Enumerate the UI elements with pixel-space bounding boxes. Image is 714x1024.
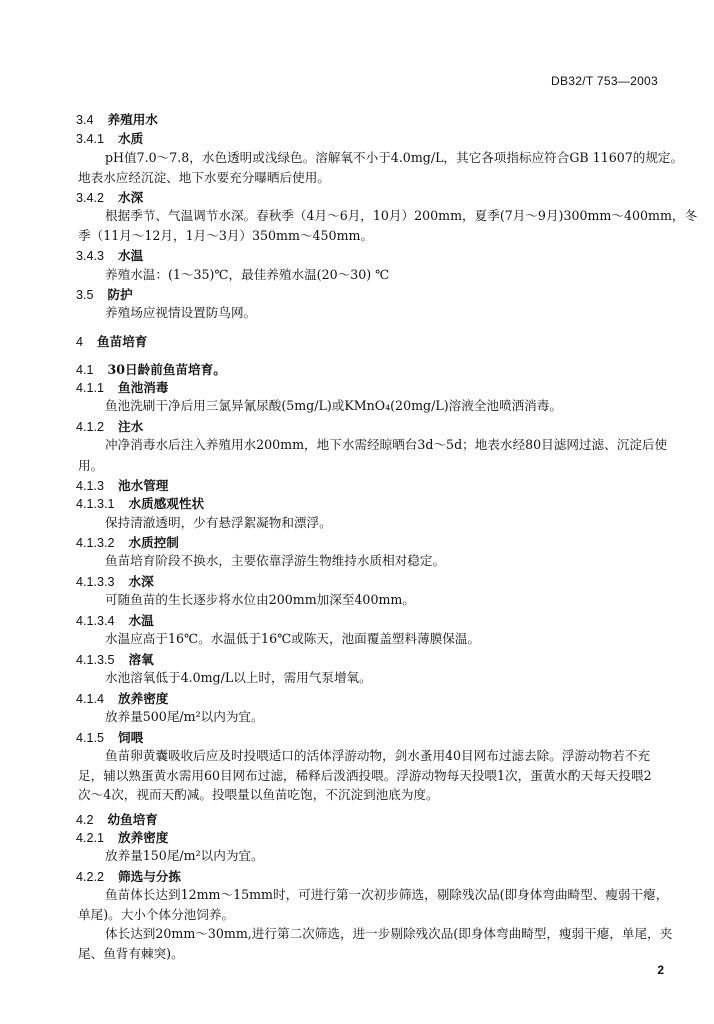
section-heading-h-4-2-1: [76, 830, 168, 846]
section-title: 防护: [107, 287, 133, 302]
section-title: 水温: [118, 248, 144, 263]
section-title: 注水: [118, 419, 144, 434]
paragraph-line: 用。: [78, 458, 104, 473]
section-number: 4.2.1: [76, 831, 105, 845]
section-number: 4.1.2: [76, 420, 105, 434]
paragraph-line: 养殖场应视情设置防鸟网。: [105, 305, 257, 320]
paragraph-line: 根据季节、气温调节水深。春秋季（4月～6月，10月）200mm，夏季(7月～9月)300mm～400mm，冬: [105, 208, 698, 223]
paragraph-line: 季（11月～12月，1月～3月）350mm～450mm。: [78, 228, 374, 243]
section-heading-h-4-1-3: [76, 478, 168, 494]
section-number: 4.1.1: [76, 381, 105, 395]
paragraph-line: 尾、鱼背有棘突)。: [78, 946, 184, 961]
section-title: 放养密度: [118, 691, 169, 706]
section-heading-h-4-1-2: [76, 419, 143, 435]
section-number: 3.4.3: [76, 249, 105, 263]
section-heading-h-4-2: [76, 812, 158, 828]
section-title: 幼鱼培育: [107, 812, 158, 827]
section-number: 4.1.3.2: [76, 536, 115, 550]
section-title: 饲喂: [118, 730, 144, 745]
paragraph-line: 鱼苗卵黄囊吸收后应及时投喂适口的活体浮游动物，剑水蚤用40目网布过滤去除。浮游动物若不充: [105, 748, 650, 763]
section-number: 4.1.3.4: [76, 614, 115, 628]
section-heading-h-4-1-3-4: [76, 613, 154, 629]
section-title: 水质: [118, 131, 144, 146]
section-number: 4.1.4: [76, 692, 105, 706]
section-number: 4.2.2: [76, 870, 105, 884]
section-heading-h-4-1-4: [76, 691, 168, 707]
section-heading-h-3-4-3: [76, 248, 143, 264]
section-heading-h-4-1-3-5: [76, 652, 154, 668]
section-title: 鱼池消毒: [118, 380, 169, 395]
section-number: 4.1.3.1: [76, 497, 115, 511]
section-title: 水质感观性状: [128, 496, 205, 511]
section-title: 筛选与分拣: [118, 869, 181, 884]
paragraph-line: 养殖水温：(1～35)℃，最佳养殖水温(20～30) ℃: [105, 267, 390, 282]
section-number: 4.1.3: [76, 479, 105, 493]
section-title: 水深: [118, 190, 144, 205]
paragraph-line: 地表水应经沉淀、地下水要充分曝晒后使用。: [78, 170, 330, 185]
section-title: 水温: [128, 613, 154, 628]
paragraph-line: 鱼池洗刷干净后用三氯异氰尿酸(5mg/L)或KMnO₄(20mg/L)溶液全池喷洒消毒。: [105, 398, 562, 413]
section-title: 溶氧: [128, 652, 154, 667]
paragraph-line: 鱼苗体长达到12mm～15mm时，可进行第一次初步筛选，剔除残次品(即身体弯曲畸型、瘦弱干瘪，: [105, 887, 669, 902]
paragraph-line: 次～4次，视而天酌减。投喂量以鱼苗吃饱，不沉淀到池底为度。: [78, 787, 439, 802]
section-number: 4.1.3.5: [76, 653, 115, 667]
section-title: 水深: [128, 574, 154, 589]
section-number: 3.4.2: [76, 191, 105, 205]
paragraph-line: 水池溶氧低于4.0mg/L以上时，需用气泵增氧。: [105, 670, 372, 685]
section-title: 鱼苗培育: [97, 334, 148, 349]
section-heading-h-4: [76, 334, 147, 350]
page-number: 2: [657, 963, 664, 977]
section-title: 池水管理: [118, 478, 169, 493]
paragraph-line: 保持清澈透明，少有悬浮絮凝物和漂浮。: [105, 515, 332, 530]
document-code: DB32/T 753—2003: [550, 74, 658, 88]
section-number: 4: [76, 335, 84, 349]
paragraph-line: 体长达到20mm～30mm,进行第二次筛选，进一步剔除残次品(即身体弯曲畸型，瘦弱干瘪，单尾，夹: [105, 926, 673, 941]
section-heading-h-3-5: [76, 287, 133, 303]
section-heading-h-4-1: [76, 362, 226, 378]
section-heading-h-4-1-3-2: [76, 535, 179, 551]
paragraph-line: 放养量150尾/m²以内为宜。: [105, 848, 264, 863]
section-heading-h-4-1-3-3: [76, 574, 154, 590]
section-title: 水质控制: [128, 535, 179, 550]
section-number: 4.1: [76, 363, 94, 377]
paragraph-line: 水温应高于16℃。水温低于16℃或陈天，池面覆盖塑料薄膜保温。: [105, 631, 481, 646]
section-heading-h-3-4-2: [76, 190, 143, 206]
section-number: 4.2: [76, 813, 94, 827]
paragraph-line: 足，辅以熟蛋黄水需用60目网布过滤，稀释后泼洒投喂。浮游动物每天投喂1次，蛋黄水酌天每天投喂2: [78, 768, 652, 783]
section-title: 养殖用水: [107, 112, 158, 127]
section-title: 放养密度: [118, 830, 169, 845]
section-number: 3.4.1: [76, 132, 105, 146]
section-heading-h-4-2-2: [76, 869, 181, 885]
paragraph-line: 放养量500尾/m²以内为宜。: [105, 709, 264, 724]
paragraph-line: pH值7.0～7.8，水色透明或浅绿色。溶解氧不小于4.0mg/L，其它各项指标应符合GB 11607的规定。: [105, 150, 684, 165]
paragraph-line: 冲净消毒水后注入养殖用水200mm，地下水需经晾晒台3d～5d；地表水经80目滤网过滤、沉淀后使: [105, 437, 668, 452]
paragraph-line: 单尾)。大小个体分池饲养。: [78, 907, 235, 922]
paragraph-line: 鱼苗培育阶段不换水，主要依靠浮游生物维持水质相对稳定。: [105, 553, 446, 568]
section-number: 3.5: [76, 288, 94, 302]
section-heading-h-4-1-3-1: [76, 496, 204, 512]
section-heading-h-3-4-1: [76, 131, 143, 147]
section-heading-h-4-1-1: [76, 380, 168, 396]
section-title: 30日龄前鱼苗培育。: [107, 362, 226, 377]
section-number: 3.4: [76, 113, 94, 127]
section-number: 4.1.5: [76, 731, 105, 745]
paragraph-line: 可随鱼苗的生长逐步将水位由200mm加深至400mm。: [105, 592, 415, 607]
section-number: 4.1.3.3: [76, 575, 115, 589]
section-heading-h-3-4: [76, 112, 158, 128]
section-heading-h-4-1-5: [76, 730, 143, 746]
